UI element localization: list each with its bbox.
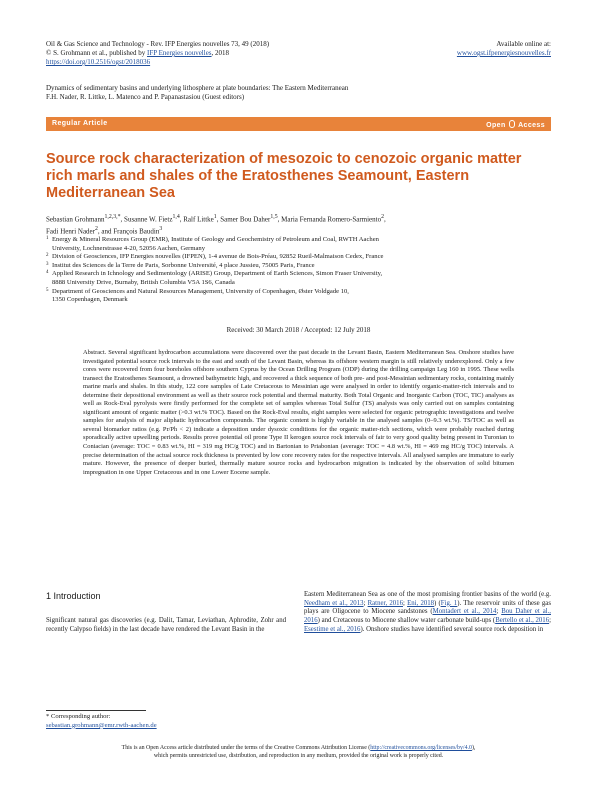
ref-bou-daher[interactable]: Bou Daher et al., 2016: [304, 608, 551, 625]
author-list: [46, 212, 551, 237]
abstract: [83, 349, 514, 477]
topical-issue-title: Dynamics of sedimentary basins and underlying lithosphere at plate boundaries: The Eastern Mediterranean: [46, 84, 349, 92]
affiliations: [46, 236, 551, 305]
ref-esestime[interactable]: Esestime et al., 2016: [304, 625, 361, 633]
affiliation-4: 4 Applied Research in Ichnology and Sedimentology (ARISE) Group, Department of Earth Sciences, Simon Fraser University, 8888 University Drive, Burnaby, British Columbia V5A 1S6, Canada: [46, 270, 383, 286]
ref-bertello[interactable]: Bertello et al., 2016: [495, 617, 550, 625]
open-access-label: Open Access: [486, 122, 545, 129]
abstract-label: Abstract.: [83, 349, 107, 356]
corresponding-author-email[interactable]: sebastian.grohmann@emr.rwth-aachen.de: [46, 721, 157, 729]
ref-ratner[interactable]: Ratner, 2016: [367, 599, 403, 607]
affiliation-3: 3 Institut des Sciences de la Terre de Paris, Sorbonne Université, 4 place Jussieu, 75005 Paris, France: [46, 261, 315, 269]
journal-citation: Oil & Gas Science and Technology - Rev. IFP Energies nouvelles 73, 49 (2018): [46, 40, 270, 48]
ref-needham[interactable]: Needham et al., 2013: [304, 599, 364, 607]
received-accepted-dates: Received: 30 March 2018 / Accepted: 12 July 2018: [226, 326, 371, 334]
open-access-icon: [509, 120, 515, 128]
article-title: Source rock characterization of mesozoic to cenozoic organic matter rich marls and shales of the Eratosthenes Seamount, Eastern Mediterranean Sea: [46, 151, 522, 201]
doi-link[interactable]: https://doi.org/10.2516/ogst/2018036: [46, 58, 151, 66]
article-type-band: [46, 117, 551, 131]
license-notice: This is an Open Access article distributed under the terms of the Creative Commons Attribution License (http://creativecommons.org/licenses/by/4.0), which permits unrestricted use, distribution, and reproduction in any medium, provided the original work is properly cited.: [121, 745, 476, 760]
publisher-link[interactable]: IFP Energies nouvelles: [146, 49, 212, 57]
available-online-label: Available online at:: [496, 40, 551, 48]
corresponding-author-label: * Corresponding author:: [46, 713, 111, 720]
intro-column-left: Significant natural gas discoveries (e.g. Dalit, Tamar, Leviathan, Aphrodite, Zohr and recently Calypso fields) in the last decade have rendered the Levant Basin in the: [46, 617, 286, 633]
ref-montadert[interactable]: Montadert et al., 2014: [432, 608, 497, 616]
corresponding-author-footnote: [46, 713, 286, 730]
abstract-text: Several significant hydrocarbon accumulations were discovered over the past decade in the Levant Basin, Eastern Mediterranean Sea. Onshore studies have investigated potential source rock intervals to the east and south of the Levant Basin, whereas its offshore western margin is still relatively underexplored. Only a few cores were recovered from four boreholes offshore southern Cyprus by the Ocean Drilling Program (ODP) during the drilling campaign Leg 160 in 1995. These wells transect the Eratosthenes Seamount, a drowned bathymetric high, and recovered a thick sequence of both pre- and post-Messinian sedimentary rocks, containing mainly marine marls and shales. In this study, 122 core samples of Late Cretaceous to Messinian age were analysed in order to identify organic-matter-rich intervals and to determine their depositional environment as well as their source rock potential and thermal maturity. Both Total Organic and Inorganic Carbon (TOC, TIC) analyses as well as Rock-Eval pyrolysis were firstly performed for the complete set of samples whereas Total Sulfur (TS) analysis was only carried out on samples containing significant amount of organic matter (>0.3 wt.% TOC). Based on the Rock-Eval results, eight samples were selected for organic petrographic investigations and twelve samples for analysis of major aliphatic hydrocarbon compounds. The organic content is highly variable in the analysed samples (0–9.3 wt.%). TS/TOC as well as several biomarker ratios (e.g. Pr/Ph < 2) indicate a deposition under dysoxic conditions for the organic matter-rich sections, which were probably reached during sporadically active upwelling periods. Results prove potential oil prone Type II kerogen source rock intervals of fair to very good quality being present in Turonian to Coniacian (average: TOC = 0.83 wt.%, HI = 319 mg HC/g TOC) and in Bartonian to Priabonian (average: TOC = 4.8 wt.%, HI = 469 mg HC/g TOC) intervals. A precise determination of the actual source rock thickness is prevented by low core recovery rates for the respective intervals. All analysed samples are immature to early mature. However, the presence of deeper buried, thermally mature source rocks and hydrocarbon migration is indicated by the observation of solid bitumen impregnation in one Upper Cretaceous and in one Lower Eocene sample.: [83, 349, 514, 476]
affiliation-1: 1 Energy & Mineral Resources Group (EMR), Institute of Geology and Geochemistry of Petroleum and Coal, RWTH Aachen University, Lochnerstrasse 4-20, 52056 Aachen, Germany: [46, 236, 379, 252]
journal-website-link[interactable]: www.ogst.ifpenergiesnouvelles.fr: [456, 49, 551, 57]
author-line-1: Sebastian Grohmann$^{1,2,3,*}$, Susanne W. Fietz$^{1,4}$, Ralf Littke$^1$, Samer Bou Daher$^{1,5}$, Maria Fernanda Romero-Sarmiento$^2$,: [46, 214, 386, 224]
author-line-2: Fadi Henri Nader$^2$, and François Baudin$^3$: [46, 226, 163, 236]
intro-column-right: Eastern Mediterranean Sea as one of the most promising frontier basins of the world (e.g. Needham et al., 2013; Ratner, 2016; Eni, 2018) (Fig. 1). The reservoir units of these gas plays are Oligocene to Miocene sandstones (Montadert et al., 2014; Bou Daher et al., 2016) and Cretaceous to Miocene shallow water carbonate build-ups (Bertello et al., 2016; Esestime et al., 2016). Onshore studies have identified several source rock deposition in: [304, 591, 551, 633]
topical-issue: [46, 84, 551, 101]
cc-license-link[interactable]: http://creativecommons.org/licenses/by/4.0: [370, 745, 472, 751]
footnote-rule: [46, 710, 146, 711]
ref-eni[interactable]: Eni, 2018: [407, 599, 435, 607]
section-heading-introduction: 1 Introduction: [46, 591, 101, 601]
affiliation-5: 5 Department of Geosciences and Natural Resources Management, University of Copenhagen, Øster Voldgade 10, 1350 Copenhagen, Denmark: [46, 287, 349, 304]
affiliation-2: 2 Division of Geosciences, IFP Energies nouvelles (IFPEN), 1-4 avenue de Bois-Préau, 92852 Rueil-Malmaison Cedex, France: [46, 253, 384, 261]
ref-fig1[interactable]: Fig. 1: [440, 599, 458, 607]
guest-editors: F.H. Nader, R. Littke, L. Matenco and P. Papanastasiou (Guest editors): [46, 92, 245, 101]
copyright-line: © S. Grohmann et al., published by IFP Energies nouvelles, 2018: [46, 49, 230, 57]
article-type-label: Regular Article: [52, 120, 108, 127]
